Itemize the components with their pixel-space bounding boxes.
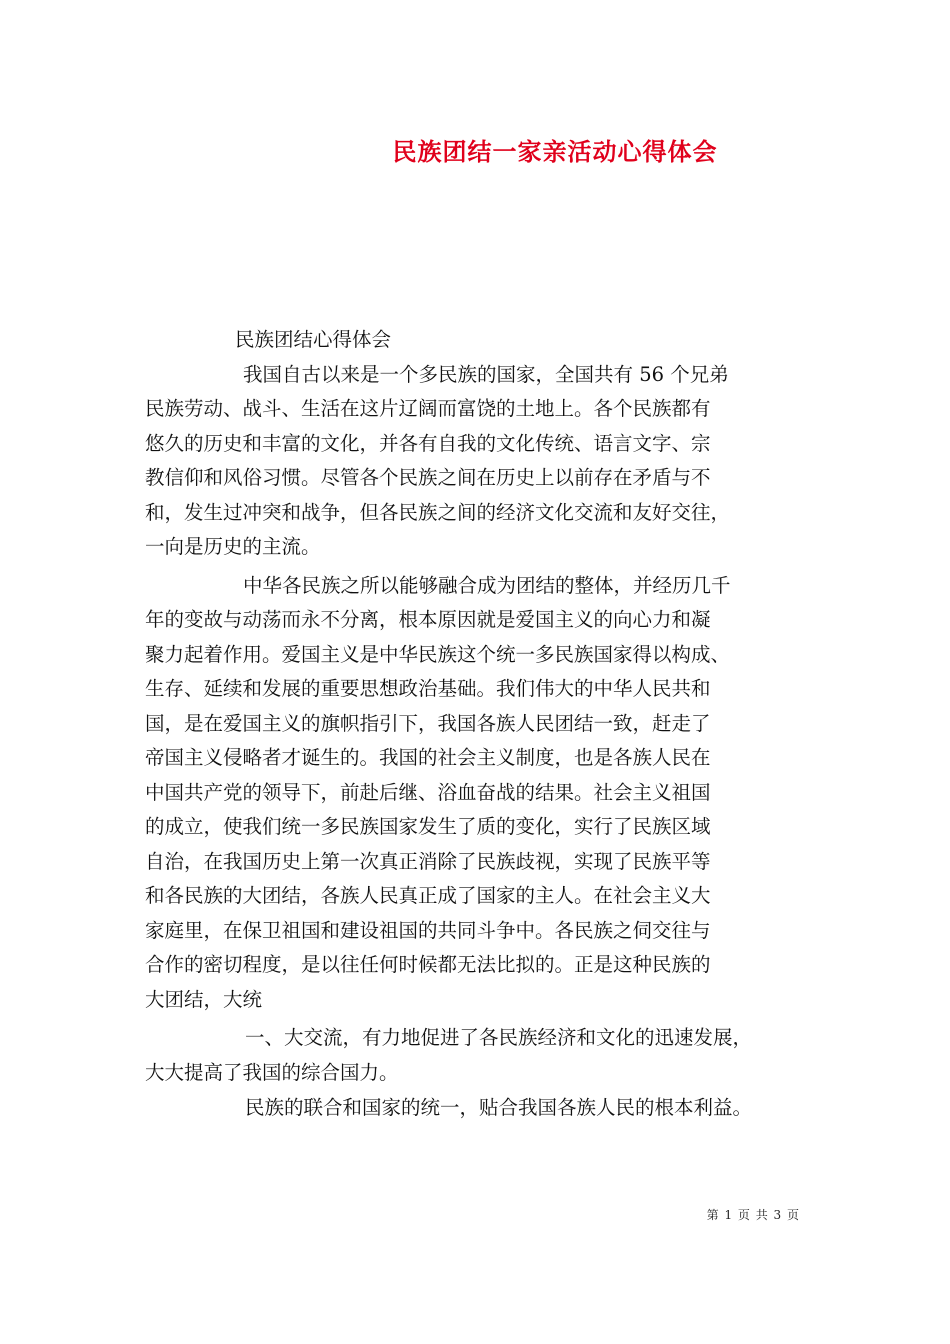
paragraph-2-line-4: 生存、延续和发展的重要思想政治基础。我们伟大的中华人民共和 bbox=[145, 677, 711, 700]
document-title: 民族团结一家亲活动心得体会 bbox=[392, 137, 718, 166]
paragraph-2-line-10: 和各民族的大团结，各族人民真正成了国家的主人。在社会主义大 bbox=[145, 884, 711, 907]
paragraph-1-line-6: 一向是历史的主流。 bbox=[145, 535, 321, 558]
paragraph-2-line-11: 家庭里，在保卫祖国和建设祖国的共同斗争中。各民族之伺交往与 bbox=[145, 918, 711, 942]
paragraph-2-line-9: 自治，在我国历史上第一次真正消除了民族歧视，实现了民族平等 bbox=[145, 849, 711, 873]
paragraph-4-line-1: 民族的联合和国家的统一，贴合我国各族人民的根本利益。 bbox=[245, 1096, 753, 1119]
paragraph-2-line-3: 聚力起着作用。爱国主义是中华民族这个统一多民族国家得以构成、 bbox=[145, 642, 731, 666]
page-number-footer: 第 1 页 共 3 页 bbox=[706, 1208, 800, 1222]
paragraph-2-line-2: 年的变故与动荡而永不分离，根本原因就是爱国主义的向心力和凝 bbox=[145, 608, 711, 631]
paragraph-2-line-1: 中华各民族之所以能够融合成为团结的整体，并经历几千 bbox=[243, 573, 731, 597]
paragraph-3-line-1: 一、大交流，有力地促进了各民族经济和文化的迅速发展， bbox=[245, 1026, 753, 1049]
paragraph-1-line-2: 民族劳动、战斗、生活在这片辽阔而富饶的土地上。各个民族都有 bbox=[145, 397, 711, 420]
paragraph-2-line-6: 帝国主义侵略者才诞生的。我国的社会主义制度，也是各族人民在 bbox=[145, 746, 711, 769]
paragraph-2-line-7: 中国共产党的领导下，前赴后继、浴血奋战的结果。社会主义祖国 bbox=[145, 780, 711, 804]
paragraph-2-line-13: 大团结，大统 bbox=[145, 987, 263, 1011]
subtitle: 民族团结心得体会 bbox=[235, 328, 392, 351]
paragraph-1-line-3: 悠久的历史和丰富的文化，并各有自我的文化传统、语言文字、宗 bbox=[145, 431, 711, 455]
paragraph-2-line-5: 国，是在爱国主义的旗帜指引下，我国各族人民团结一致，赶走了 bbox=[145, 711, 711, 735]
paragraph-1-line-4: 教信仰和风俗习惯。尽管各个民族之间在历史上以前存在矛盾与不 bbox=[145, 466, 711, 489]
paragraph-1-line-1: 我国自古以来是一个多民族的国家，全国共有 56 个兄弟 bbox=[243, 362, 729, 386]
paragraph-2-line-12: 合作的密切程度，是以往任何时候都无法比拟的。正是这种民族的 bbox=[145, 953, 711, 976]
paragraph-3-line-2: 大大提高了我国的综合国力。 bbox=[145, 1060, 399, 1084]
paragraph-2-line-8: 的成立，使我们统一多民族国家发生了质的变化，实行了民族区域 bbox=[145, 815, 711, 838]
paragraph-1-line-5: 和，发生过冲突和战争，但各民族之间的经济文化交流和友好交往， bbox=[145, 500, 731, 524]
document-body bbox=[145, 323, 820, 1126]
